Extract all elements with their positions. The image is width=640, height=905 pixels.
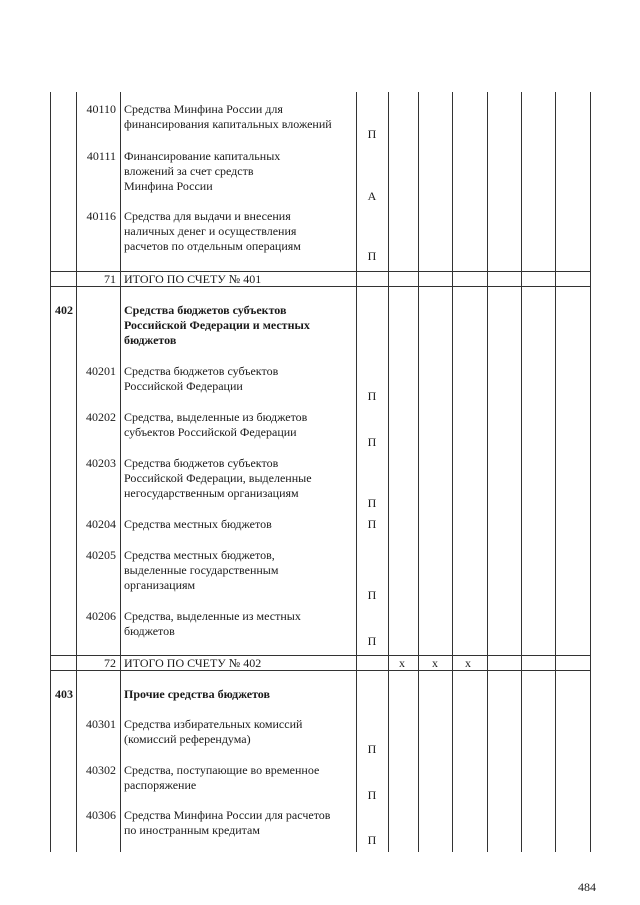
account-code: 40205 [86,548,116,562]
account-name-line: выделенные государственным [124,563,279,577]
account-name-line: наличных денег и осуществления [124,224,297,238]
account-code: 40203 [86,456,116,470]
column-divider [50,92,51,852]
account-name-line: Прочие средства бюджетов [124,687,270,701]
account-name-line: Средства Минфина России для [124,102,283,116]
column-divider [590,92,591,852]
account-name-line: Средства местных бюджетов [124,517,272,531]
account-name-line: (комиссий референдума) [124,732,251,746]
account-code: 40206 [86,609,116,623]
account-name-line: бюджетов [124,333,177,347]
account-name-line: Российской Федерации, выделенные [124,471,312,485]
account-name-line: Средства, поступающие во временное [124,763,320,777]
column-divider [120,92,121,852]
account-name-line: организациям [124,578,196,592]
column-divider [521,92,522,852]
column-divider [487,92,488,852]
column-divider [452,92,453,852]
column-divider [356,92,357,852]
account-name-line: Средства для выдачи и внесения [124,209,291,223]
account-code: 71 [104,272,116,286]
account-type: П [367,788,377,802]
account-name-line: Минфина России [124,179,213,193]
account-name-line: Средства местных бюджетов, [124,548,275,562]
account-name-line: ИТОГО ПО СЧЕТУ № 401 [124,272,262,286]
account-type: П [367,249,377,263]
account-name-line: Российской Федерации и местных [124,318,310,332]
account-name-line: расчетов по отдельным операциям [124,239,301,253]
column-divider [418,92,419,852]
account-name-line: Российской Федерации [124,379,243,393]
account-name-line: финансирования капитальных вложений [124,117,332,131]
account-name-line: Средства, выделенные из местных [124,609,301,623]
account-type: П [367,517,377,531]
section-number: 403 [55,687,73,701]
account-type: П [367,634,377,648]
account-code: 40301 [86,717,116,731]
account-name-line: Средства, выделенные из бюджетов [124,410,308,424]
account-type: П [367,833,377,847]
account-name-line: вложений за счет средств [124,164,254,178]
account-type: П [367,389,377,403]
account-type: П [367,127,377,141]
account-type: А [367,189,377,203]
total-mark: x [465,656,471,670]
page-number: 484 [578,880,596,894]
account-code: 40111 [86,149,116,163]
account-type: П [367,496,377,510]
account-code: 40110 [86,102,116,116]
account-type: П [367,435,377,449]
account-name-line: Средства бюджетов субъектов [124,364,279,378]
section-number: 402 [55,303,73,317]
account-name-line: по иностранным кредитам [124,823,260,837]
account-name-line: бюджетов [124,624,175,638]
account-name-line: Средства Минфина России для расчетов [124,808,331,822]
account-name-line: Средства бюджетов субъектов [124,303,287,317]
account-code: 40202 [86,410,116,424]
account-code: 72 [104,656,116,670]
account-name-line: негосударственным организациям [124,486,299,500]
account-code: 40116 [86,209,116,223]
total-mark: x [432,656,438,670]
account-code: 40201 [86,364,116,378]
account-name-line: распоряжение [124,778,197,792]
column-divider [555,92,556,852]
account-name-line: субъектов Российской Федерации [124,425,297,439]
column-divider [76,92,77,852]
total-mark: x [399,656,405,670]
account-type: П [367,588,377,602]
column-divider [388,92,389,852]
account-name-line: Финансирование капитальных [124,149,281,163]
account-code: 40306 [86,808,116,822]
account-name-line: ИТОГО ПО СЧЕТУ № 402 [124,656,262,670]
account-type: П [367,742,377,756]
account-code: 40204 [86,517,116,531]
account-name-line: Средства бюджетов субъектов [124,456,279,470]
account-name-line: Средства избирательных комиссий [124,717,303,731]
account-code: 40302 [86,763,116,777]
